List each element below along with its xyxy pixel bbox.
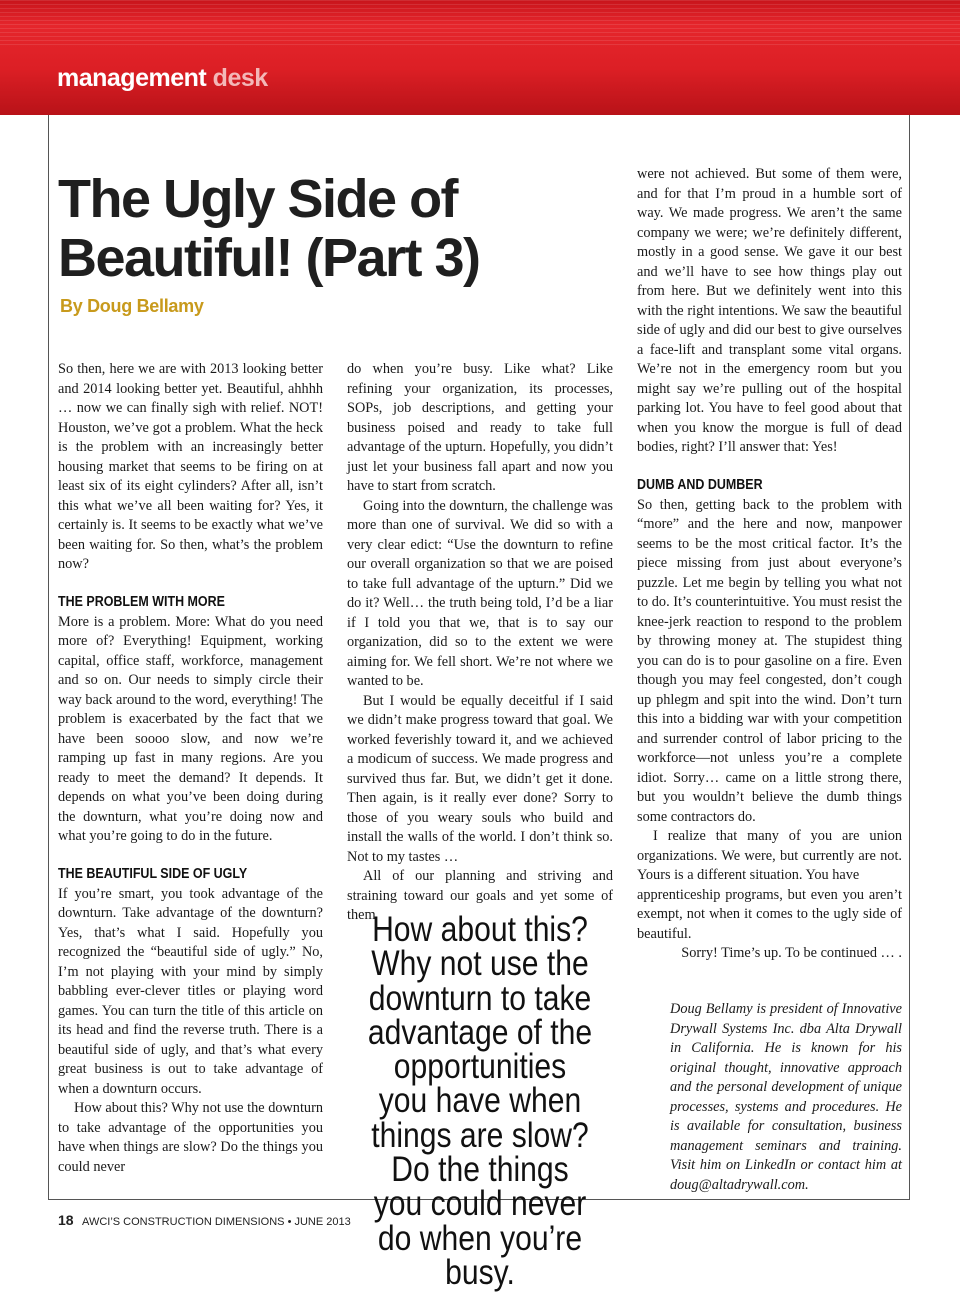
header-banner	[0, 0, 960, 115]
pull-quote: How about this? Why not use the downturn to take advantage of the opportunities you have when things are slow? Do the things you could never do when you’re busy.	[367, 910, 593, 1292]
paragraph: But I would be equally deceitful if I said we didn’t make progress toward that goal. We worked feverishly toward it, and we achieved a modicum of success. We made progress and survived thus far. But, we didn’t get it done. Then again, is it really ever done? Sorry to those of you weary souls who build and install the walls of the world. I don’t think so. Not to my tastes …	[347, 692, 613, 865]
section-label-word-2: desk	[212, 64, 268, 92]
paragraph: More is a problem. More: What do you need more of? Everything! Equipment, working capital, office staff, workforce, management and so on. Our needs to simply circle their way back around to the word, everything! The problem is exacerbated by the fact that we have been soooo slow, and now we’re ramping up fast in many regions. Are you ready to meet the demand? It depends. It depends on what you’ve been doing during the downturn, what you’re doing now and what you’re going to do in the future.	[58, 613, 323, 844]
paragraph: Going into the downturn, the challenge was more than one of survival. We did so with a very clear edict: “Use the downturn to refine our overall organization so that we are poised to take full advantage of the upturn.” Did we do it? Well… the truth being told, I’d be a liar if I told you that we, that is to say our organization, did so to the extent we were aiming for. We fell short. We’re not where we wanted to be.	[347, 497, 613, 689]
paragraph: So then, getting back to the problem with “more” and the here and now, manpower seems to be the most critical factor. It’s the piece missing from just about everyone’s puzzle. Let me begin by telling you what not to do. It’s counterintuitive. You must resist the knee-jerk reaction to respond to the problem by throwing money at. The stupidest thing you can do is to pour gasoline on a fire. Even though you may feel congested, don’t cough up phlegm and spit into the wind. Don’t turn this into a bidding war with your competition and surrender control of labor pricing to the workforce—not unless you’re a complete idiot. Sorry… came on a little strong there, but you wouldn’t believe the dumb things some contractors do.	[637, 496, 902, 825]
paragraph: All of our planning and striving and straining toward our goals and yet some of them	[347, 868, 613, 923]
publication-info: AWCI’S CONSTRUCTION DIMENSIONS • JUNE 2013	[82, 1216, 351, 1228]
paragraph: I realize that many of you are union organizations. We were, but currently are not. Yours is a different situation. You have	[637, 828, 902, 883]
subheading-problem-with-more: THE PROBLEM WITH MORE	[58, 593, 225, 610]
closing-line: Sorry! Time’s up. To be continued … .	[681, 945, 902, 961]
page-number: 18	[58, 1212, 74, 1228]
subheading-beautiful-side-of-ugly: THE BEAUTIFUL SIDE OF UGLY	[58, 865, 248, 882]
article-byline: By Doug Bellamy	[60, 296, 204, 316]
paragraph: do when you’re busy. Like what? Like refining your organization, its processes, SOPs, job descriptions, and getting your business poised and ready to take full advantage of the upturn. Hopefully, you didn’t just let your business fall apart and now you have to start from scratch.	[347, 361, 613, 494]
paragraph: If you’re smart, you took advantage of the downturn. Take advantage of the downturn? Yes, that’s what I said. Hopefully you recognized the “beautiful side of ugly.” No, I’m not playing with your mind by simply babbling ever-clever titles or playing word games. You can turn the title of this article on its head and find the reverse truth. There is a beautiful side of ugly, and that’s what every great business is out to take advantage of when a downturn occurs.	[58, 885, 323, 1097]
section-label	[57, 60, 268, 96]
banner-texture	[0, 0, 960, 48]
article-title: The Ugly Side of Beautiful! (Part 3)	[58, 169, 480, 288]
column-3	[637, 165, 902, 964]
paragraph: So then, here we are with 2013 looking better and 2014 looking better yet. Beautiful, ahhhh … now we can finally sigh with relief. NOT! Houston, we’ve got a problem. What the heck is the problem with an increasingly better housing market that seems to be firing on at least six of its eight cylinders? After all, isn’t this what we’ve all been waiting for? Yes, it certainly is. It seems to be exactly what we’ve been waiting for. So then, what’s the problem now?	[58, 361, 323, 572]
subheading-dumb-and-dumber: DUMB AND DUMBER	[637, 476, 763, 493]
column-1	[58, 360, 323, 1177]
page-footer	[58, 1212, 351, 1228]
section-label-word-1: management	[57, 64, 207, 92]
paragraph: were not achieved. But some of them were, and for that I’m proud in a humble sort of way. We made progress. We aren’t the same company we were; we’re definitely different, mostly in a good sense. We gave it our best and we’ll have to see how things play out from here. But we definitely went into this with the right intentions. We saw the beautiful side of ugly and did our best to give ourselves a face-lift and transplant some vital organs. We’re not in the emergency room but you might say we’re pulling out of the hospital parking lot. You have to feel good about that when you know the morgue is full of dead bodies, right? I’ll answer that: Yes!	[637, 166, 902, 455]
paragraph: How about this? Why not use the downturn to take advantage of the opportunities you have when things are slow? Do the things you could never	[58, 1100, 323, 1175]
author-bio: Doug Bellamy is president of Innovative Drywall Systems Inc. dba Alta Drywall in California. He is known for his original thought, innovative approach and the personal development of unique processes, systems and procedures. He is available for consultation, business management seminars and training. Visit him on LinkedIn or contact him at doug@altadrywall.com.	[670, 1001, 902, 1193]
paragraph: apprenticeship programs, but even you aren’t exempt, not when it comes to the ugly side of beautiful.	[637, 886, 902, 942]
column-2	[347, 360, 613, 926]
